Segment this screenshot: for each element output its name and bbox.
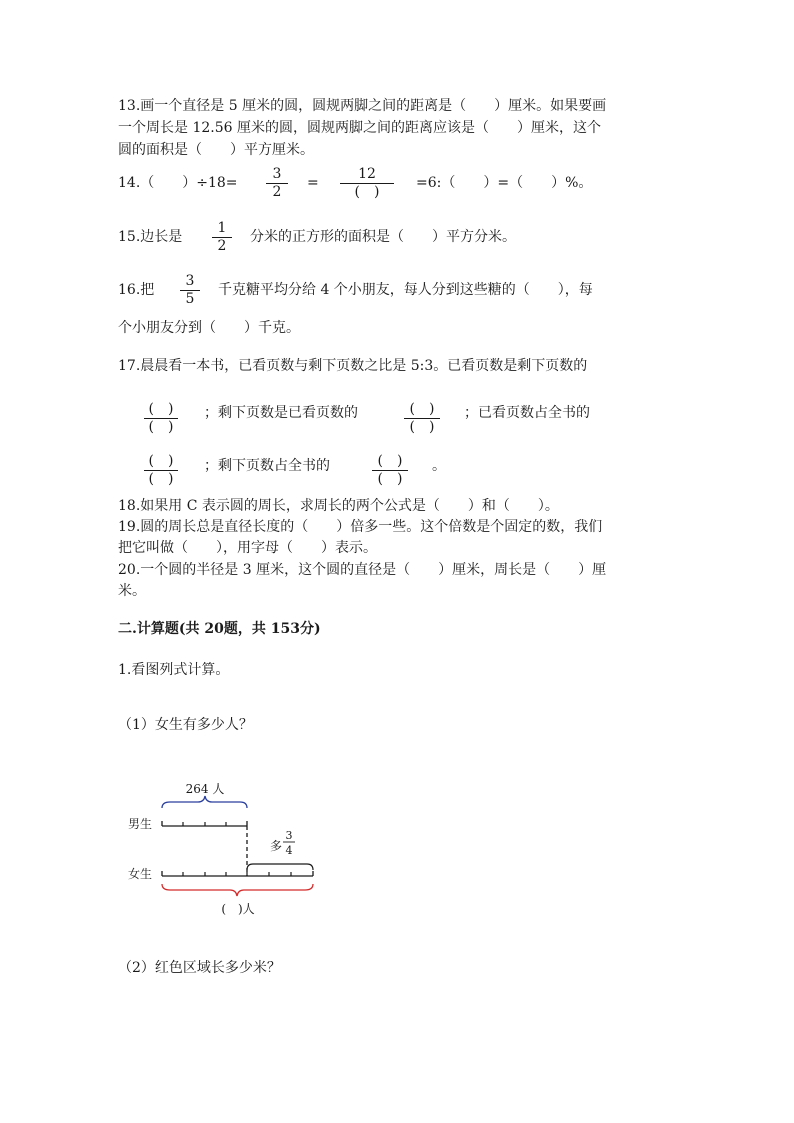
q17-text1: ；剩下页数是已看页数的 (204, 405, 358, 421)
q14-fraction-12 (340, 166, 394, 201)
more-brace (247, 864, 313, 870)
blank-numerator: ( ) (148, 453, 174, 469)
q17-blank-fraction-3 (144, 453, 178, 488)
q20-line2: 米。 (118, 583, 146, 599)
calc1-title: 1.看图列式计算。 (118, 662, 230, 678)
q16-numerator: 3 (185, 273, 195, 289)
calc1-sub2: （2）红色区域长多少米？ (118, 960, 281, 976)
section-heading: 二.计算题(共 20题，共 153分) (118, 621, 321, 637)
q14-frac1-numerator: 3 (272, 166, 282, 182)
q15-part1: 15.边长是 (118, 229, 183, 245)
red-brace (162, 884, 313, 896)
q14-equals: = (307, 175, 319, 191)
q19-line1: 19.圆的周长总是直径长度的（ ）倍多一些。这个倍数是个固定的数，我们 (118, 519, 603, 535)
q15-fraction-1-2 (212, 220, 232, 255)
q14-frac2-numerator: 12 (358, 166, 376, 182)
blank-denominator: ( ) (377, 471, 403, 487)
q14-frac2-denominator: ( ) (354, 184, 380, 200)
q20-line1: 20.一个圆的半径是 3 厘米，这个圆的直径是（ ）厘米，周长是（ ）厘 (118, 562, 607, 578)
q16-denominator: 5 (185, 291, 195, 307)
blank-numerator: ( ) (377, 453, 403, 469)
q19-line2: 把它叫做（ ），用字母（ ）表示。 (118, 540, 377, 556)
q15-part2: 分米的正方形的面积是（ ）平方分米。 (250, 229, 516, 245)
q15-denominator: 2 (217, 238, 227, 254)
boys-count-label: 264 人 (185, 782, 225, 796)
calc1-sub1: （1）女生有多少人？ (118, 717, 253, 733)
blank-denominator: ( ) (409, 419, 435, 435)
blue-brace (162, 796, 247, 808)
more-denominator: 4 (285, 844, 293, 857)
q17-text2: ；已看页数占全书的 (464, 405, 590, 421)
q17-line1: 17.晨晨看一本书，已看页数与剩下页数之比是 5:3。已看页数是剩下页数的 (118, 358, 588, 374)
q16-part2: 千克糖平均分给 4 个小朋友，每人分到这些糖的（ ），每 (218, 282, 593, 298)
segment-diagram (120, 780, 330, 920)
q17-text3: ；剩下页数占全书的 (204, 458, 330, 474)
blank-denominator: ( ) (148, 419, 174, 435)
q14-frac1-denominator: 2 (272, 184, 282, 200)
answer-label: ( )人 (221, 902, 255, 916)
girls-label: 女生 (128, 867, 153, 881)
q15-numerator: 1 (217, 220, 227, 236)
more-numerator: 3 (285, 829, 293, 842)
q16-line2: 个小朋友分到（ ）千克。 (118, 320, 300, 336)
q14-part2: =6:（ ）=（ ）%。 (416, 175, 593, 191)
q14-fraction-3-2 (266, 166, 288, 201)
q13-line3: 圆的面积是（ ）平方厘米。 (118, 142, 314, 158)
blank-numerator: ( ) (409, 401, 435, 417)
q17-blank-fraction-1 (144, 401, 178, 436)
q16-fraction-3-5 (180, 273, 200, 308)
q14-part1: 14.（ ）÷18= (118, 175, 238, 191)
q13-line2: 一个周长是 12.56 厘米的圆，圆规两脚之间的距离应该是（ ）厘米，这个 (118, 120, 601, 136)
q17-blank-fraction-2 (404, 401, 440, 436)
q17-end: 。 (432, 458, 446, 474)
q18-line1: 18.如果用 C 表示圆的周长，求周长的两个公式是（ ）和（ ）。 (118, 498, 559, 514)
blank-numerator: ( ) (148, 401, 174, 417)
boys-label: 男生 (128, 817, 153, 831)
blank-denominator: ( ) (148, 471, 174, 487)
q16-part1: 16.把 (118, 282, 155, 298)
more-label: 多 (270, 839, 283, 853)
q17-blank-fraction-4 (372, 453, 408, 488)
q13-line1: 13.画一个直径是 5 厘米的圆，圆规两脚之间的距离是（ ）厘米。如果要画 (118, 98, 607, 114)
